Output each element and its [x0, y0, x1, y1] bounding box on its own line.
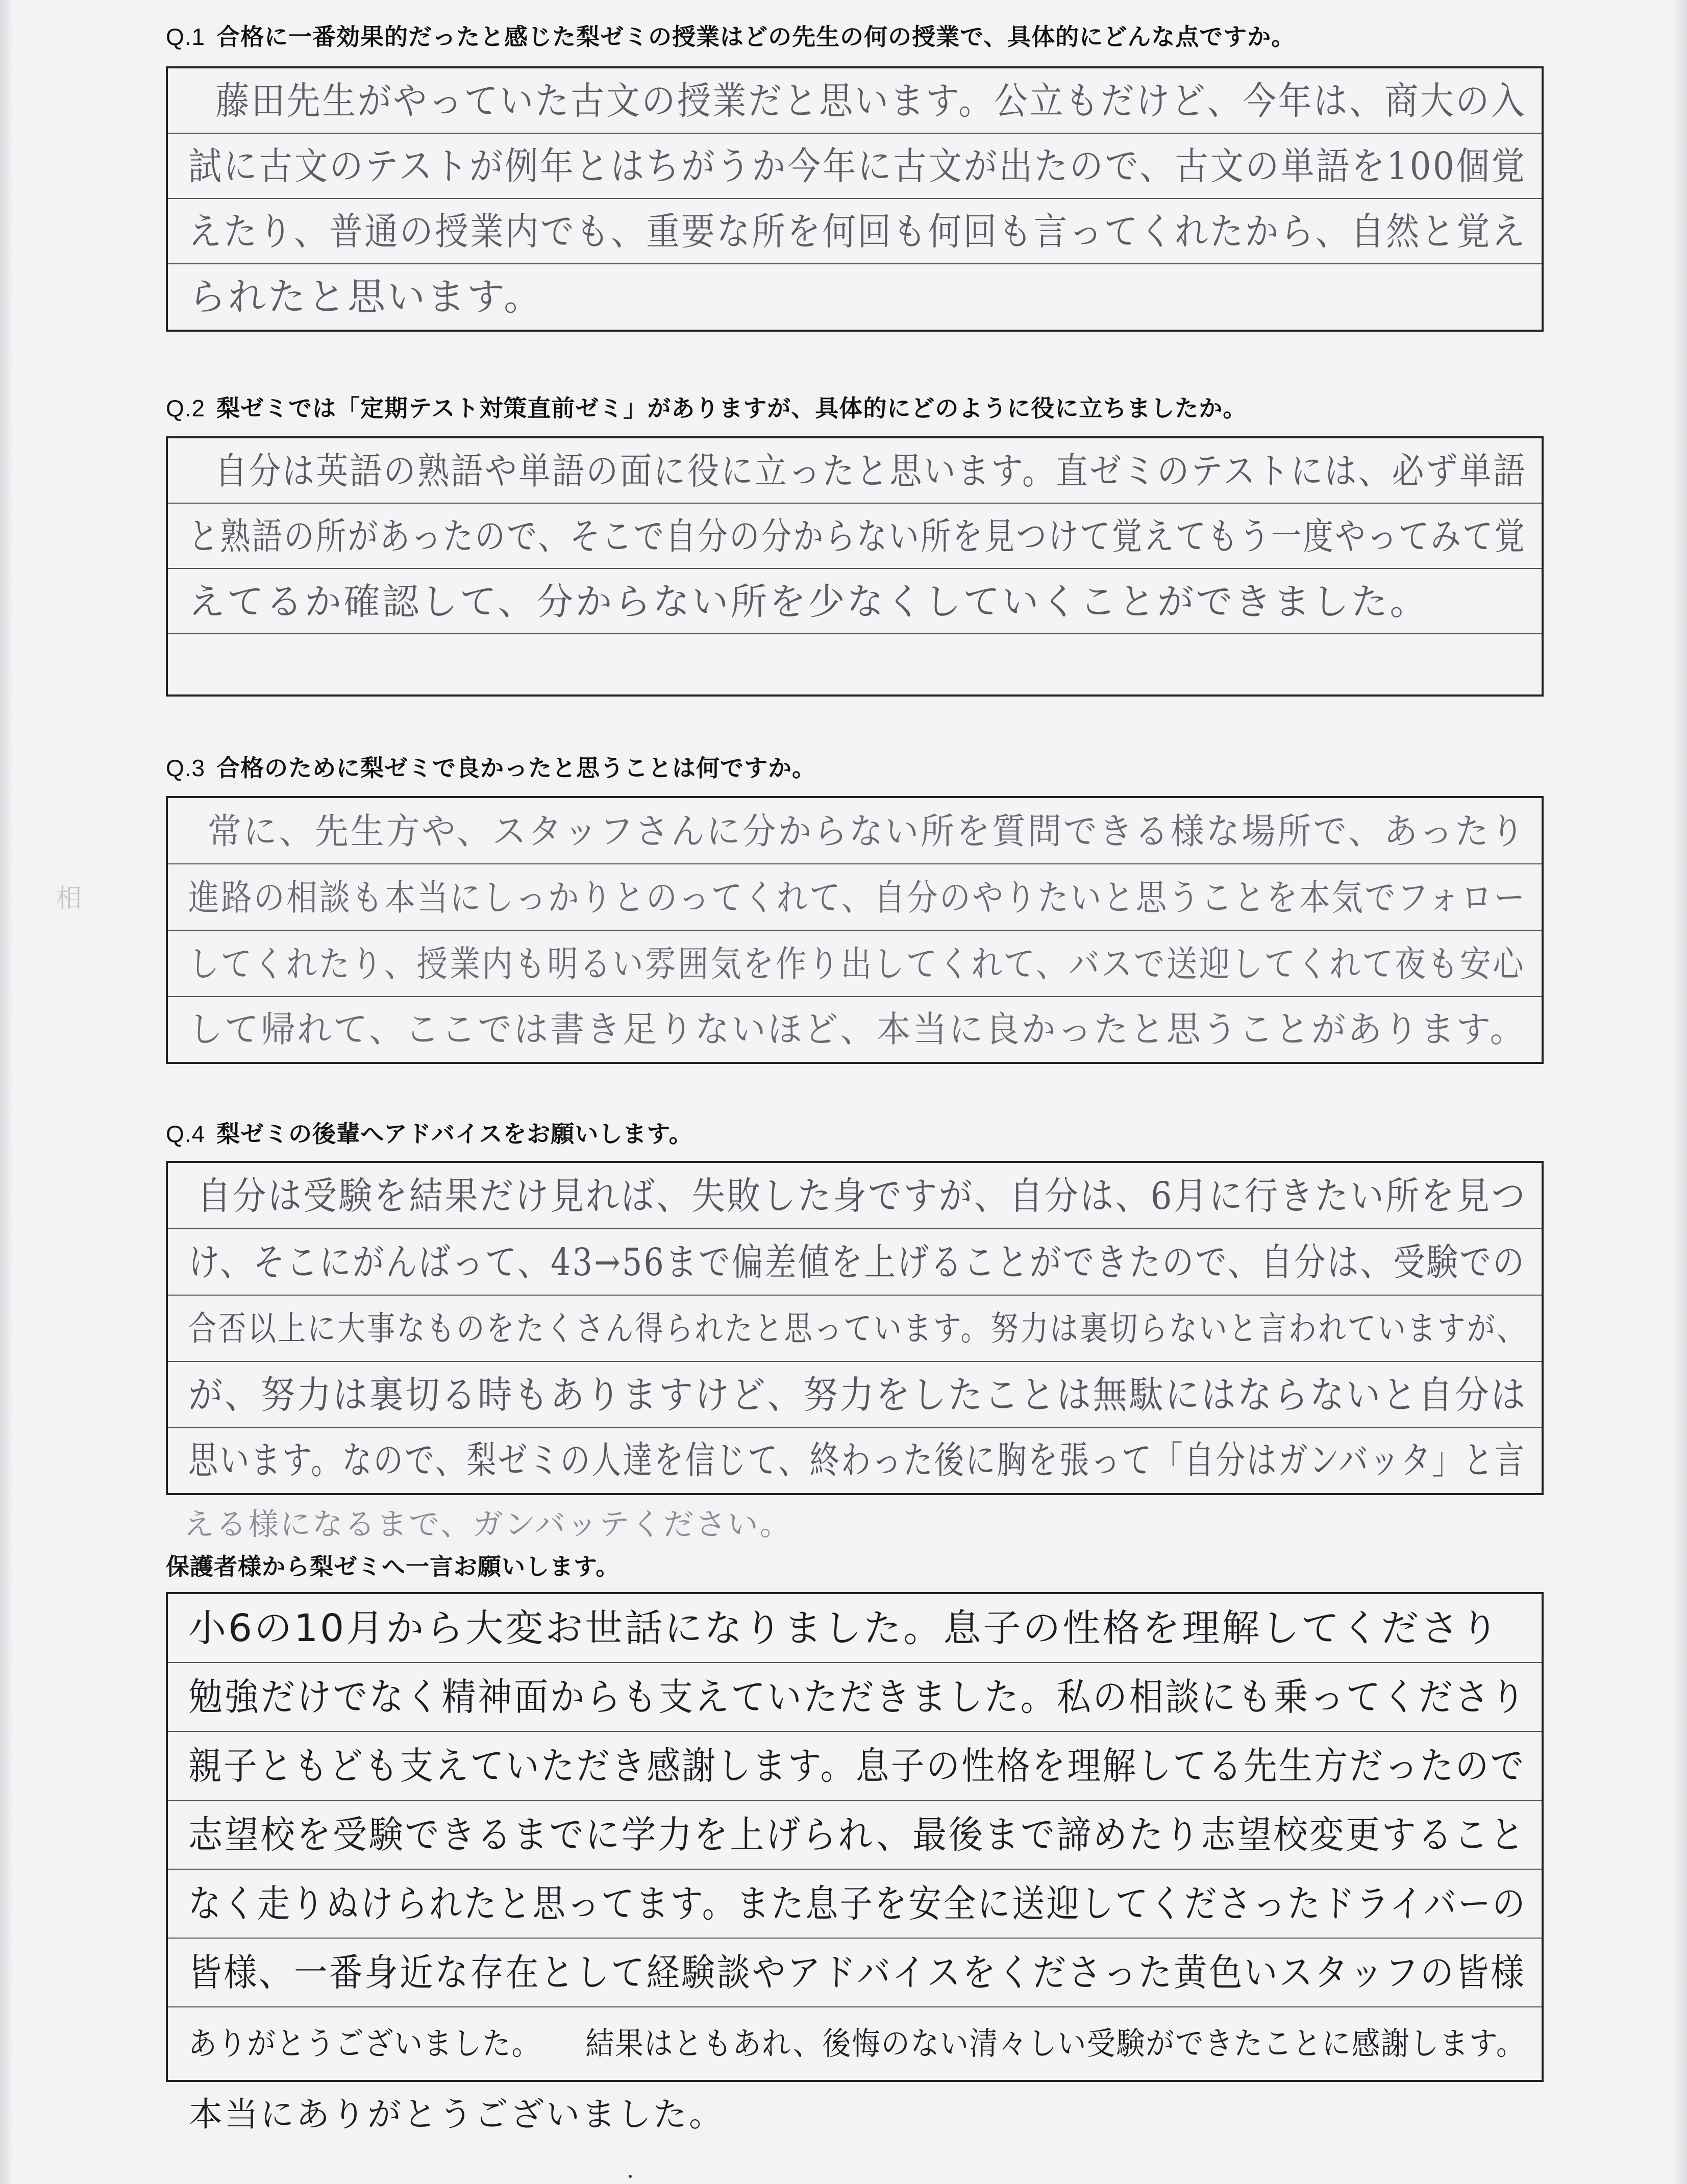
handwritten-text: 志望校を受験できるまでに学力を上げられ、最後まで諦めたり志望校変更すること [188, 1813, 1526, 1857]
answer-box-q3 [166, 796, 1544, 1064]
answer-box-q4 [166, 1161, 1544, 1495]
question-2-heading [166, 393, 1247, 424]
question-1-heading [166, 21, 1295, 52]
answer-line [168, 199, 1542, 264]
parent-heading [166, 1551, 619, 1582]
handwritten-text: 進路の相談も本当にしっかりとのってくれて、自分のやりたいと思うことを本気でフォロー [188, 877, 1527, 919]
answer-line [168, 1663, 1542, 1732]
question-2-title: 梨ゼミでは「定期テスト対策直前ゼミ」がありますが、具体的にどのように役に立ちましたか。 [216, 394, 1247, 422]
faint-bleedthrough-mark: 相 [56, 883, 82, 913]
question-1-title: 合格に一番効果的だったと感じた梨ゼミの授業はどの先生の何の授業で、具体的にどんな点ですか。 [216, 23, 1296, 51]
question-3-title: 合格のために梨ゼミで良かったと思うことは何ですか。 [216, 754, 816, 782]
handwritten-text: 自分は英語の熟語や単語の面に役に立ったと思います。直ゼミのテストには、必ず単語 [215, 450, 1527, 492]
answer-line [168, 798, 1542, 864]
answer-line [168, 1362, 1542, 1428]
answer-line [168, 134, 1542, 199]
scan-speck [629, 2175, 632, 2178]
handwritten-text: 皆様、一番身近な存在として経験談やアドバイスをくださった黄色いスタッフの皆様 [188, 1951, 1526, 1995]
question-4-heading [166, 1119, 693, 1149]
handwritten-text: 小6の10月から大変お世話になりました。息子の性格を理解してくださり [188, 1606, 1501, 1650]
parent-title: 保護者様から梨ゼミへ一言お願いします。 [166, 1553, 620, 1580]
answer-line [168, 264, 1542, 330]
handwritten-text: 親子ともども支えていただき感謝します。息子の性格を理解してる先生方だったので [188, 1744, 1526, 1788]
answer-line [168, 931, 1542, 997]
handwritten-text: 試に古文のテストが例年とはちがうか今年に古文が出たので、古文の単語を100個覚 [188, 144, 1527, 188]
answer-box-q2 [166, 436, 1544, 697]
answer-line [168, 864, 1542, 931]
handwritten-text: ありがとうございました。 結果はともあれ、後悔のない清々しい受験ができたことに感謝します。 [188, 2025, 1526, 2062]
question-1-number: Q.1 [166, 23, 206, 50]
answer-line [168, 997, 1542, 1062]
answer-line [168, 1594, 1542, 1663]
answer-line [168, 1163, 1542, 1229]
question-4-number: Q.4 [166, 1121, 206, 1147]
answer-line [168, 569, 1542, 634]
answer-line [168, 504, 1542, 569]
handwritten-text: が、努力は裏切る時もありますけど、努力をしたことは無駄にはならないと自分は [188, 1373, 1527, 1417]
handwritten-text: 勉強だけでなく精神面からも支えていただきました。私の相談にも乗ってくださり [188, 1675, 1527, 1719]
handwritten-text: られたと思います。 [188, 275, 544, 319]
answer-line [168, 438, 1542, 504]
handwritten-closing-line: 本当にありがとうございました。 [189, 2095, 725, 2134]
handwritten-text: してくれたり、授業内も明るい雰囲気を作り出してくれて、バスで送迎してくれて夜も安心 [188, 943, 1526, 985]
handwritten-text: えたり、普通の授業内でも、重要な所を何回も何回も言ってくれたから、自然と覚え [188, 210, 1527, 254]
answer-line [168, 1801, 1542, 1870]
handwritten-text: 合否以上に大事なものをたくさん得られたと思っています。努力は裏切らないと言われていますが、 [188, 1309, 1527, 1348]
answer-line [168, 1870, 1542, 1939]
answer-line [168, 1428, 1542, 1493]
question-3-heading [166, 753, 816, 783]
question-2-number: Q.2 [166, 395, 206, 421]
answer-line-empty [168, 634, 1542, 696]
answer-line [168, 2007, 1542, 2080]
handwritten-text: 藤田先生がやっていた古文の授業だと思います。公立もだけど、今年は、商大の入 [215, 79, 1527, 123]
handwritten-text: と熟語の所があったので、そこで自分の分からない所を見つけて覚えてもう一度やってみて覚 [188, 515, 1527, 558]
answer-line [168, 1296, 1542, 1362]
handwritten-overflow-line: える様になるまで、ガンバッテください。 [184, 1507, 792, 1543]
handwritten-text: 自分は受験を結果だけ見れば、失敗した身ですが、自分は、6月に行きたい所を見つ [197, 1174, 1527, 1218]
answer-line [168, 1939, 1542, 2007]
answer-box-q1 [166, 66, 1544, 332]
answer-line [168, 1732, 1542, 1801]
answer-box-parent [166, 1592, 1544, 2082]
question-3-number: Q.3 [166, 755, 206, 781]
handwritten-text: け、そこにがんばって、43→56まで偏差値を上げることができたので、自分は、受験での [188, 1240, 1526, 1284]
scan-edge-left [0, 0, 13, 2184]
answer-line [168, 68, 1542, 134]
handwritten-text: えてるか確認して、分からない所を少なくしていくことができました。 [188, 580, 1429, 623]
handwritten-text: なく走りぬけられたと思ってます。また息子を安全に送迎してくださったドライバーの [188, 1882, 1527, 1926]
handwritten-text: して帰れて、ここでは書き足りないほど、本当に良かったと思うことがあります。 [188, 1008, 1526, 1050]
answer-line [168, 1229, 1542, 1296]
handwritten-text: 思います。なので、梨ゼミの人達を信じて、終わった後に胸を張って「自分はガンバッタ」と言 [188, 1438, 1526, 1482]
scan-edge-right [1674, 0, 1687, 2184]
question-4-title: 梨ゼミの後輩へアドバイスをお願いします。 [216, 1120, 693, 1148]
handwritten-text: 常に、先生方や、スタッフさんに分からない所を質問できる様な場所で、あったり [207, 810, 1526, 852]
